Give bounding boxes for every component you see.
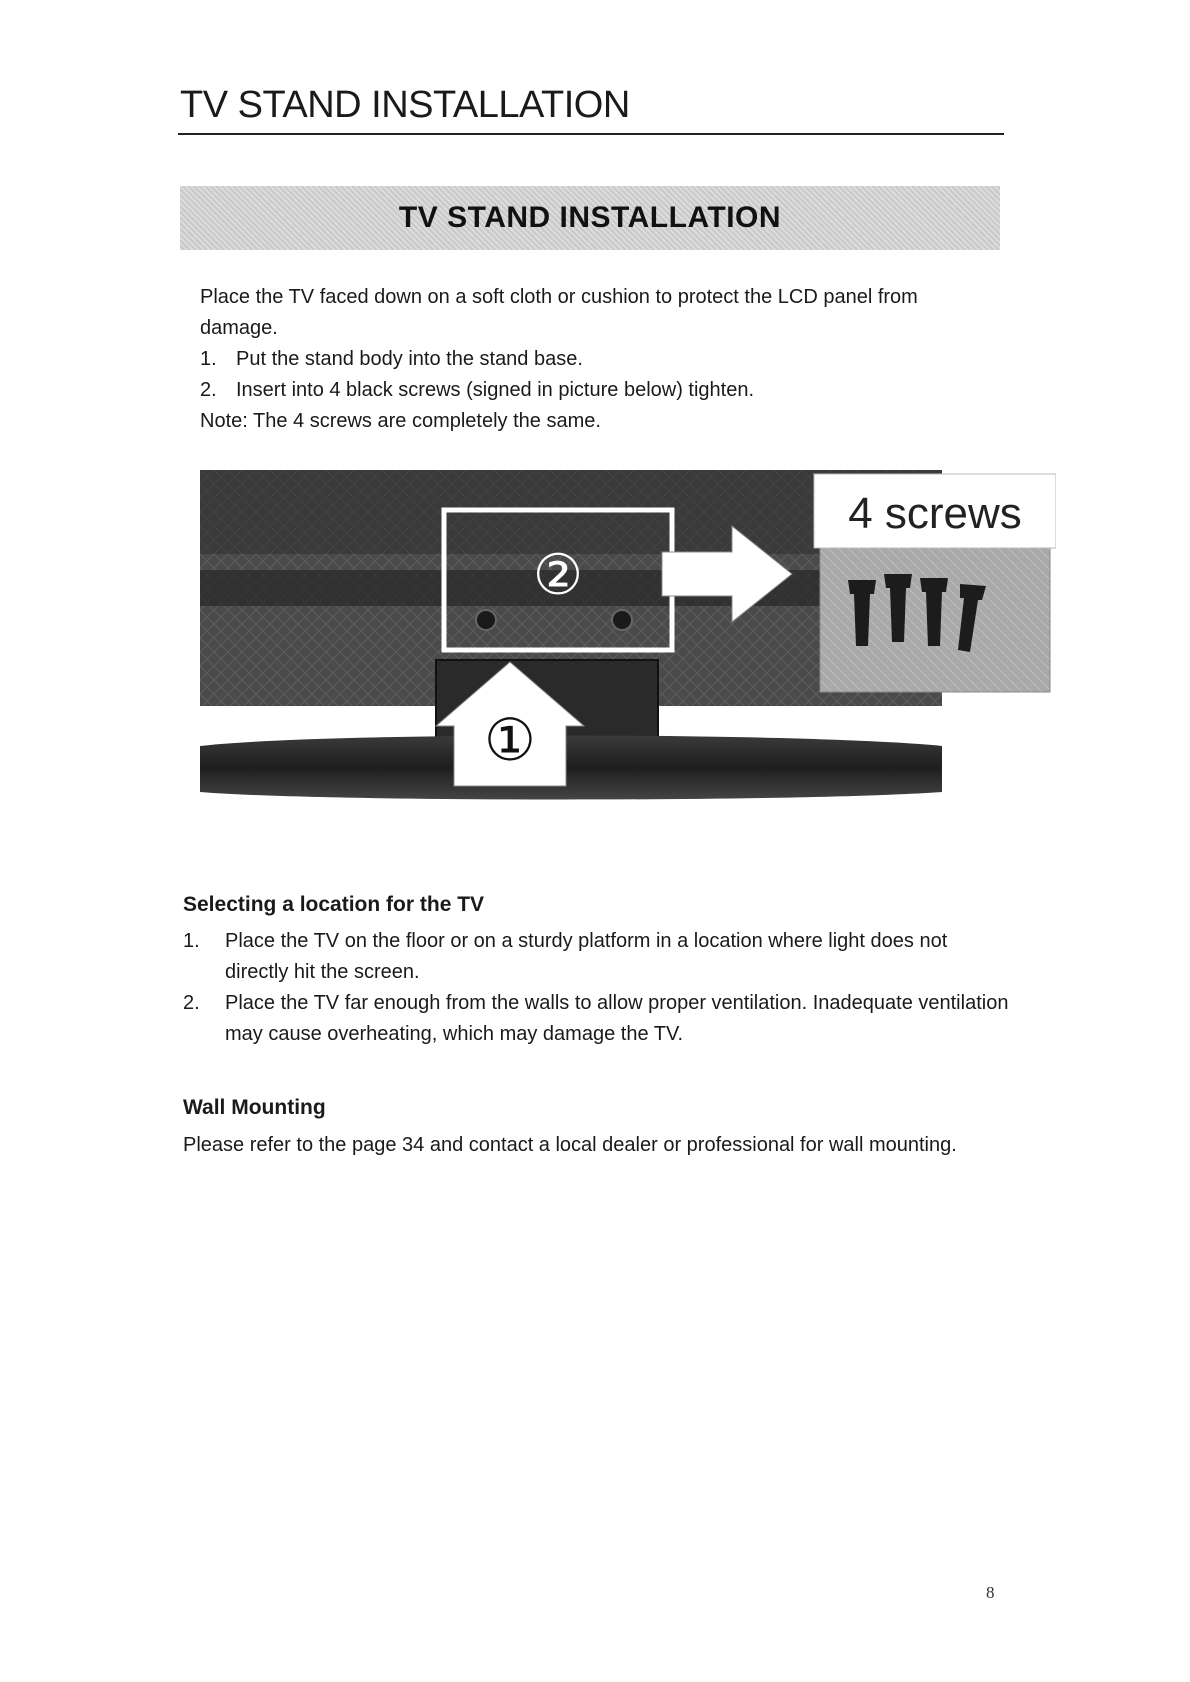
screw-hole: [476, 610, 496, 630]
wall-mounting-text: Please refer to the page 34 and contact a local dealer or professional for wall mounting.: [183, 1134, 957, 1156]
list-item: [183, 926, 1013, 988]
step-number: 2.: [200, 379, 217, 401]
marker-1: ①: [484, 706, 536, 774]
step-number: 1.: [200, 348, 217, 370]
selecting-list: [183, 926, 1013, 1050]
installation-steps: [200, 344, 1000, 437]
screws-label: 4 screws: [848, 489, 1022, 538]
step-item: [200, 375, 1000, 406]
marker-2: ②: [532, 543, 584, 608]
note-text: Note: The 4 screws are completely the same.: [200, 410, 601, 432]
section-banner: [180, 186, 1000, 250]
title-underline: [178, 133, 1004, 135]
list-text: Place the TV on the floor or on a sturdy platform in a location where light does not directly hit the screen.: [225, 930, 948, 983]
intro-paragraph: Place the TV faced down on a soft cloth or cushion to protect the LCD panel from damage.: [200, 286, 918, 339]
selecting-heading: Selecting a location for the TV: [183, 893, 485, 916]
list-text: Place the TV far enough from the walls to allow proper ventilation. Inadequate ventilation may cause overheating, which may damage the TV.: [225, 992, 1009, 1045]
wall-mounting-heading: Wall Mounting: [183, 1096, 326, 1119]
page-title: TV STAND INSTALLATION: [180, 84, 630, 126]
list-number: 1.: [183, 930, 200, 952]
step-item: [200, 344, 1000, 375]
stand-installation-photo: [200, 470, 1056, 832]
screw-hole: [612, 610, 632, 630]
step-text: Insert into 4 black screws (signed in picture below) tighten.: [236, 379, 755, 401]
step-text: Put the stand body into the stand base.: [236, 348, 583, 370]
banner-title: TV STAND INSTALLATION: [398, 201, 782, 234]
stand-base: [200, 736, 942, 800]
list-number: 2.: [183, 992, 200, 1014]
page-number: 8: [986, 1583, 995, 1602]
list-item: [183, 988, 1013, 1050]
